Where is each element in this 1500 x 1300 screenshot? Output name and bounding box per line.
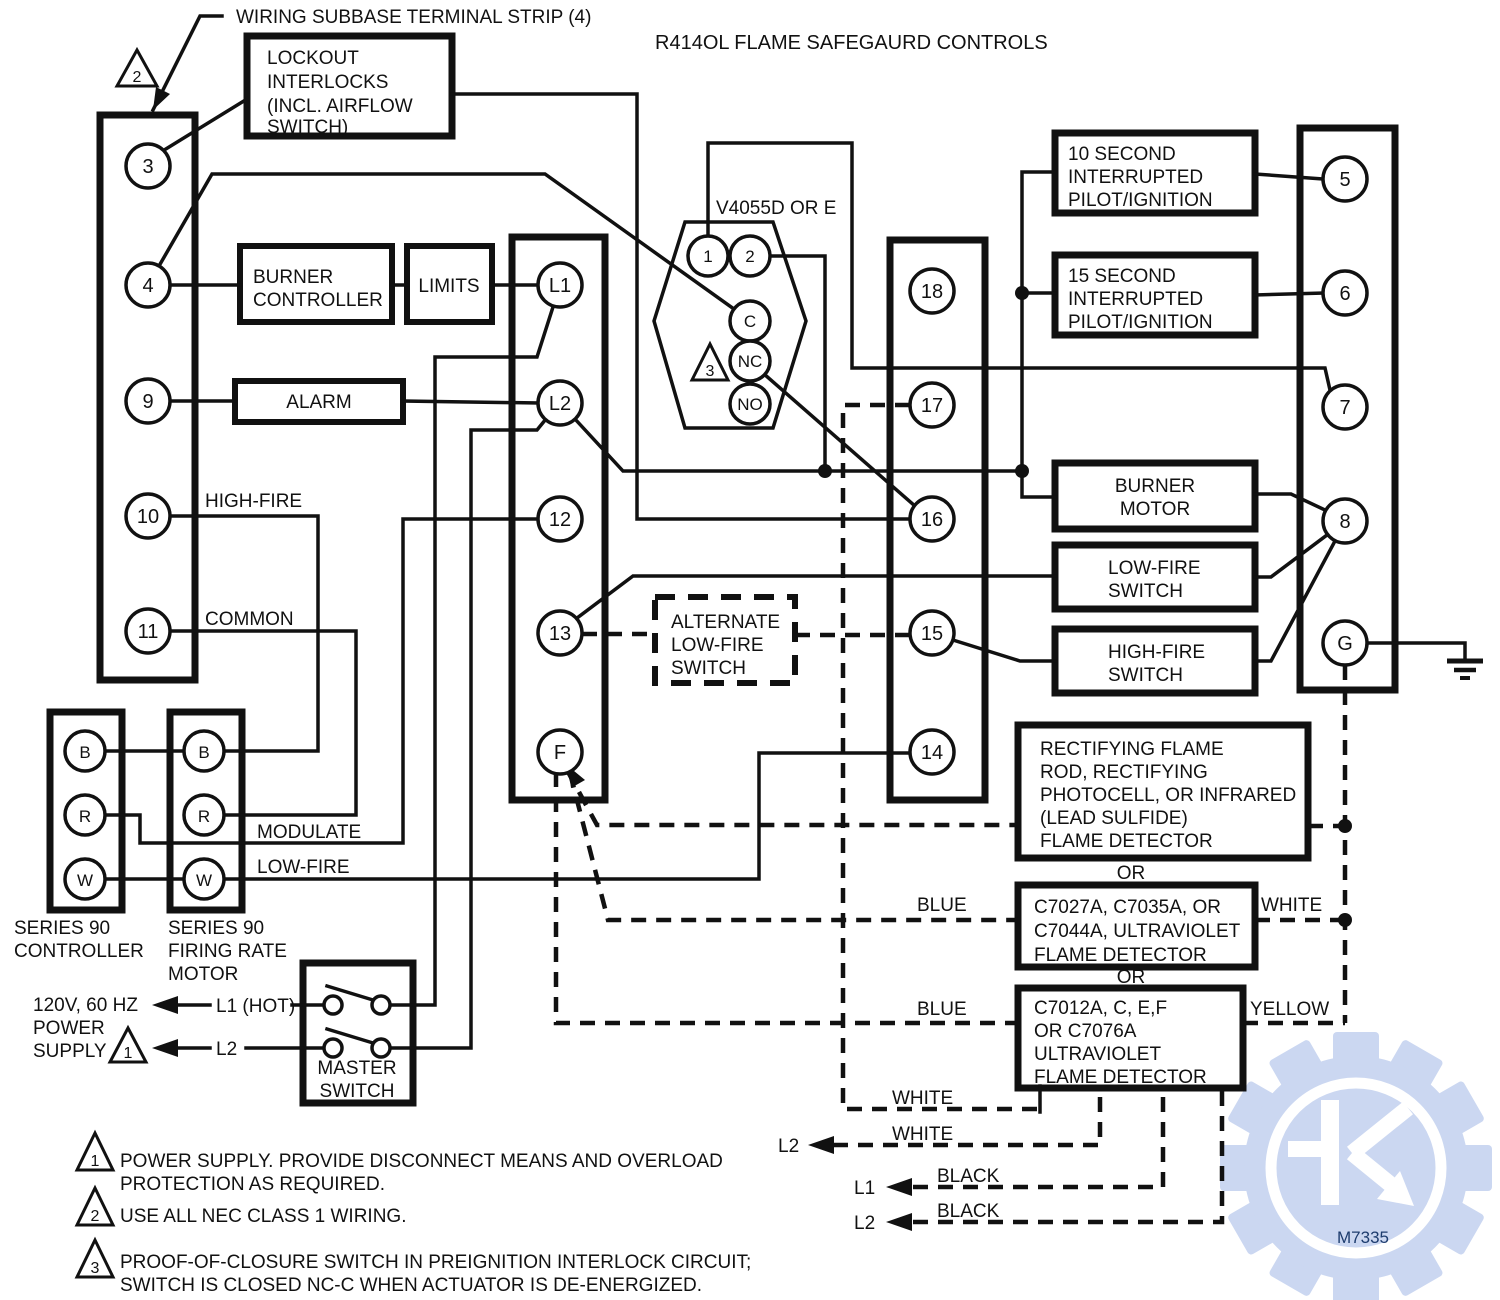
limits-label: LIMITS: [418, 276, 480, 297]
terminal-F: F: [553, 742, 567, 764]
burner-motor-line1: BURNER: [1114, 476, 1196, 497]
valve-terminal-1: 1: [703, 247, 713, 266]
uv-b-line3: ULTRAVIOLET: [1034, 1044, 1162, 1065]
terminal-11: 11: [137, 621, 159, 643]
terminal-G: G: [1337, 633, 1353, 655]
terminal-6: 6: [1339, 283, 1351, 305]
low-fire-switch-line2: SWITCH: [1108, 581, 1183, 602]
pilot10-line3: PILOT/IGNITION: [1068, 190, 1213, 211]
white-bottom1-label: WHITE: [892, 1088, 954, 1109]
alt-low-fire-line2: LOW-FIRE: [671, 635, 764, 656]
terminal-16: 16: [920, 509, 944, 531]
power-supply-label1: 120V, 60 HZ: [33, 995, 138, 1016]
valve-label: V4055D OR E: [716, 198, 837, 219]
alarm-label: ALARM: [286, 392, 352, 413]
l2-bottom1-label: L2: [778, 1136, 800, 1157]
rectifying-line1: RECTIFYING FLAME: [1040, 739, 1224, 760]
terminal-4: 4: [142, 275, 154, 297]
terminal-18: 18: [920, 281, 944, 303]
pilot10-line2: INTERRUPTED: [1068, 167, 1204, 188]
or-upper-label: OR: [1116, 863, 1146, 884]
pilot15-line2: INTERRUPTED: [1068, 289, 1204, 310]
marker-2: 2: [132, 69, 142, 86]
low-fire-switch-line1: LOW-FIRE: [1108, 558, 1201, 579]
rectifying-line5: FLAME DETECTOR: [1040, 831, 1213, 852]
lockout-line2: INTERLOCKS: [267, 72, 389, 93]
series90-controller-label1: SERIES 90: [14, 918, 111, 939]
terminal-14: 14: [920, 742, 944, 764]
note-marker-1: 1: [90, 1153, 100, 1170]
series90-controller-label2: CONTROLLER: [14, 941, 144, 962]
pilot15-line3: PILOT/IGNITION: [1068, 312, 1213, 333]
rectifying-line2: ROD, RECTIFYING: [1040, 762, 1208, 783]
note-marker-2: 2: [90, 1208, 100, 1225]
controller-B: B: [79, 743, 91, 762]
wiring-subbase-label: WIRING SUBBASE TERMINAL STRIP (4): [236, 7, 592, 28]
terminal-13: 13: [548, 623, 572, 645]
note3-line2: SWITCH IS CLOSED NC-C WHEN ACTUATOR IS DE-ENERGIZED.: [120, 1275, 703, 1296]
note-marker-3: 3: [90, 1260, 100, 1277]
lockout-line3: (INCL. AIRFLOW: [267, 96, 413, 117]
terminal-10: 10: [136, 506, 160, 528]
high-fire-label: HIGH-FIRE: [205, 491, 303, 512]
lockout-line4: SWITCH): [267, 117, 349, 138]
uv-b-line1: C7012A, C, E,F: [1034, 998, 1168, 1019]
valve-terminal-NC: NC: [737, 352, 763, 371]
blue-lower-label: BLUE: [917, 999, 967, 1020]
wire-pilot15-to-6: [1255, 293, 1323, 295]
low-fire-label: LOW-FIRE: [257, 857, 350, 878]
l2-supply-label: L2: [216, 1039, 238, 1060]
note2-line1: USE ALL NEC CLASS 1 WIRING.: [120, 1206, 407, 1227]
high-fire-switch-line2: SWITCH: [1108, 665, 1183, 686]
terminal-5: 5: [1339, 169, 1351, 191]
terminal-8: 8: [1339, 511, 1351, 533]
controller-W: W: [76, 871, 94, 890]
power-supply-label3: SUPPLY: [33, 1041, 107, 1062]
valve-terminal-NO: NO: [737, 395, 763, 414]
page-title: R414OL FLAME SAFEGAURD CONTROLS: [655, 32, 1048, 54]
black1-label: BLACK: [937, 1166, 1000, 1187]
terminal-9: 9: [142, 391, 154, 413]
valve-terminal-2: 2: [745, 247, 755, 266]
terminal-L2: L2: [548, 393, 572, 415]
alt-low-fire-line1: ALTERNATE: [671, 612, 781, 633]
blue-upper-label: BLUE: [917, 895, 967, 916]
note1-line1: POWER SUPPLY. PROVIDE DISCONNECT MEANS AND OVERLOAD: [120, 1151, 723, 1172]
pilot15-line1: 15 SECOND: [1068, 266, 1176, 287]
valve-terminal-C: C: [743, 312, 757, 331]
lockout-line1: LOCKOUT: [267, 48, 359, 69]
motor-R: R: [197, 807, 211, 826]
marker-3: 3: [705, 363, 715, 380]
terminal-3: 3: [142, 156, 154, 178]
or-lower-label: OR: [1116, 967, 1146, 988]
uv-a-line2: C7044A, ULTRAVIOLET: [1034, 921, 1241, 942]
power-supply-label2: POWER: [33, 1018, 105, 1039]
pilot10-line1: 10 SECOND: [1068, 144, 1176, 165]
series90-motor-label2: FIRING RATE: [168, 941, 287, 962]
modulate-label: MODULATE: [257, 822, 362, 843]
master-switch-line1: MASTER: [317, 1058, 397, 1079]
rectifying-line4: (LEAD SULFIDE): [1040, 808, 1188, 829]
l1-hot-label: L1 (HOT): [216, 996, 296, 1017]
series90-motor-label1: SERIES 90: [168, 918, 265, 939]
white-right-label: WHITE: [1261, 895, 1323, 916]
rectifying-line3: PHOTOCELL, OR INFRARED: [1040, 785, 1297, 806]
burner-controller-line2: CONTROLLER: [253, 290, 383, 311]
black2-label: BLACK: [937, 1201, 1000, 1222]
doc-code: M7335: [1337, 1228, 1389, 1247]
white-bottom2-label: WHITE: [892, 1124, 954, 1145]
l1-bottom-label: L1: [854, 1178, 876, 1199]
terminal-12: 12: [548, 509, 572, 531]
master-switch-line2: SWITCH: [319, 1081, 395, 1102]
common-label: COMMON: [205, 609, 294, 630]
burner-controller-line1: BURNER: [253, 267, 334, 288]
series90-motor-label3: MOTOR: [168, 964, 239, 985]
motor-W: W: [195, 871, 213, 890]
terminal-15: 15: [920, 623, 944, 645]
high-fire-switch-line1: HIGH-FIRE: [1108, 642, 1206, 663]
terminal-17: 17: [920, 395, 944, 417]
note3-line1: PROOF-OF-CLOSURE SWITCH IN PREIGNITION INTERLOCK CIRCUIT;: [120, 1252, 752, 1273]
uv-b-line2: OR C7076A: [1034, 1021, 1137, 1042]
burner-motor-line2: MOTOR: [1119, 499, 1191, 520]
marker-1: 1: [123, 1045, 133, 1062]
l2-bottom2-label: L2: [854, 1213, 876, 1234]
uv-a-line3: FLAME DETECTOR: [1034, 945, 1207, 966]
controller-R: R: [78, 807, 92, 826]
note1-line2: PROTECTION AS REQUIRED.: [120, 1174, 385, 1195]
uv-a-line1: C7027A, C7035A, OR: [1034, 897, 1221, 918]
terminal-7: 7: [1339, 397, 1351, 419]
terminal-L1: L1: [548, 275, 572, 297]
yellow-label: YELLOW: [1250, 999, 1330, 1020]
alt-low-fire-line3: SWITCH: [671, 658, 746, 679]
uv-b-line4: FLAME DETECTOR: [1034, 1067, 1207, 1088]
motor-B: B: [198, 743, 210, 762]
